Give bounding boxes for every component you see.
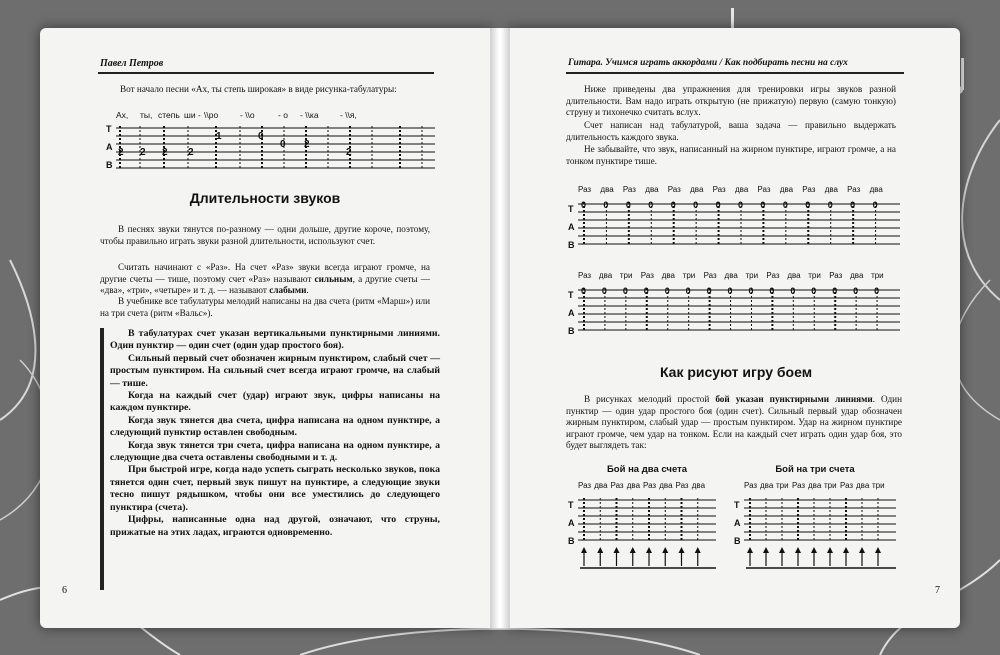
- count-label: Раз: [675, 481, 689, 490]
- song-tablature: [100, 104, 440, 178]
- count-label: три: [824, 481, 837, 490]
- arrow-head-icon: [827, 547, 833, 553]
- tab-note-zero: 0: [648, 200, 654, 210]
- arrow-head-icon: [859, 547, 865, 553]
- left-paragraph-2: Считать начинают с «Раз». На счет «Раз» звуки всегда играют громче, на другие счеты — тише, поэтому счет «Раз» называют сильным, а другие счеты — «два», «три», «четыре» и т. д. — называют слабыми.: [100, 262, 430, 295]
- count-label: два: [808, 481, 822, 490]
- exercise-1-tablature: [566, 180, 902, 256]
- tab-note-zero: 0: [670, 200, 676, 210]
- tab-letter-b: В: [568, 536, 575, 546]
- count-label: Раз: [622, 185, 636, 194]
- tab-number: 2: [162, 147, 168, 158]
- lyric-word: \\ро: [204, 110, 219, 120]
- count-label: Раз: [712, 185, 726, 194]
- left-paragraph-3: В учебнике все табулатуры мелодий написаны на два счета (ритм «Марш») или на три счета (ритм «Вальс»).: [100, 296, 430, 318]
- count-label: Раз: [757, 185, 771, 194]
- tab-note-zero: 0: [790, 286, 796, 296]
- arrow-head-icon: [646, 547, 652, 553]
- count-label: два: [600, 185, 614, 194]
- count-label: Раз: [578, 271, 592, 280]
- tab-note-zero: 0: [769, 286, 775, 296]
- count-label: два: [824, 185, 838, 194]
- tab-note-zero: 0: [706, 286, 712, 296]
- tab-number: 2: [140, 147, 146, 158]
- tab-note-zero: 0: [693, 200, 699, 210]
- durations-heading: Длительности звуков: [189, 190, 341, 206]
- arrow-head-icon: [843, 547, 849, 553]
- count-label: три: [872, 481, 885, 490]
- tab-letter-a: А: [106, 142, 113, 152]
- rules-box: [100, 328, 440, 590]
- tab-letter-t: Т: [568, 290, 574, 300]
- count-label: два: [779, 185, 794, 194]
- left-paragraph-1: В песнях звуки тянутся по-разному — одни дольше, другие короче, поэтому, чтобы правильно играть звуки разной длительности, используют счет.: [100, 224, 430, 246]
- count-label: два: [690, 185, 704, 194]
- count-label: Раз: [792, 481, 806, 490]
- count-label: два: [850, 271, 864, 280]
- tab-letter-t: Т: [734, 500, 740, 510]
- count-label: Раз: [766, 271, 780, 280]
- tab-number: 2: [118, 147, 124, 158]
- count-label: Раз: [643, 481, 657, 490]
- exercise-2-tablature: [566, 266, 902, 342]
- rule-paragraph: Сильный первый счет обозначен жирным пунктиром, слабый счет — простым пунктиром. На сильный счет всегда играют громче, на слабый — тише.: [110, 352, 440, 389]
- tab-number: 2: [188, 147, 194, 158]
- count-label: Раз: [578, 185, 592, 194]
- tab-note-zero: 0: [738, 200, 744, 210]
- count-label: Раз: [578, 481, 592, 490]
- lyric-word: - \\я,: [340, 110, 357, 120]
- count-label: два: [691, 481, 706, 490]
- count-label: Раз: [667, 185, 681, 194]
- tab-note-zero: 0: [832, 286, 838, 296]
- tab-note-zero: 0: [782, 200, 788, 210]
- tab-note-zero: 0: [811, 286, 817, 296]
- tab-note-zero: 0: [715, 200, 721, 210]
- count-label: два: [869, 185, 883, 194]
- tab-note-zero: 0: [581, 200, 587, 210]
- count-label: Раз: [610, 481, 624, 490]
- tab-letter-b: В: [568, 326, 575, 336]
- right-paragraph-4: В рисунках мелодий простой бой указан пунктирными линиями. Один пунктир — один удар простого боя (один счет). Сильный первый удар обозначен жирным пунктиром, слабый удар — простым пунктиром. Удар на жирном пунктире играют громче, чем удар на тонком. Если на каждый счет играть один удар боя, это будет выглядеть так:: [566, 394, 902, 450]
- tab-note-zero: 0: [643, 286, 649, 296]
- count-label: два: [661, 271, 676, 280]
- tab-note-zero: 0: [827, 200, 833, 210]
- tab-letter-a: А: [734, 518, 741, 528]
- tab-note-zero: 0: [581, 286, 587, 296]
- arrow-head-icon: [630, 547, 636, 553]
- count-label: два: [856, 481, 870, 490]
- right-paragraph-1: Ниже приведены два упражнения для тренировки игры звуков разной длительности. Вам надо играть открытую (не прижатую) первую (самую тонкую) струну и тихонечко считать вслух.: [566, 84, 896, 117]
- count-label: Раз: [840, 481, 854, 490]
- tab-number: 2: [304, 139, 310, 150]
- arrow-head-icon: [779, 547, 785, 553]
- tab-number: 2: [346, 147, 352, 158]
- count-label: три: [808, 271, 821, 280]
- lyric-word: - \\ка: [300, 110, 319, 120]
- arrow-head-icon: [695, 547, 701, 553]
- count-label: два: [735, 185, 749, 194]
- left-header-rule: [98, 72, 434, 74]
- rule-paragraph: При быстрой игре, когда надо успеть сыграть несколько звуков, пока тянется один счет, первый звук пишут на пунктире, а следующие звуки тесно пишут рядышком, чтобы они все уместились до следующего пунктира (счета).: [110, 464, 440, 513]
- count-label: три: [619, 271, 633, 280]
- rule-paragraph: Когда на каждый счет (удар) играют звук, цифры написаны на каждом пунктире.: [110, 390, 440, 414]
- figure-2-title: Бой на три счета: [775, 464, 855, 475]
- lyric-word: - о: [278, 110, 288, 120]
- tab-note-zero: 0: [625, 200, 631, 210]
- arrow-head-icon: [581, 547, 587, 553]
- rule-paragraph: Когда звук тянется два счета, цифра написана на одном пунктире, а следующий пунктир оставлен свободным.: [110, 414, 440, 439]
- tab-number: 0: [258, 131, 264, 142]
- tab-letter-a: А: [568, 518, 575, 528]
- count-label: два: [645, 185, 659, 194]
- arrow-head-icon: [747, 547, 753, 553]
- arrow-head-icon: [811, 547, 817, 553]
- tab-note-zero: 0: [760, 200, 766, 210]
- strum-two-count-figure: [566, 476, 726, 576]
- count-label: Раз: [847, 185, 861, 194]
- strumming-heading: Как рисуют игру боем: [659, 364, 813, 380]
- lyric-word: Ах,: [116, 110, 129, 120]
- book-spine: [490, 28, 510, 628]
- tab-note-zero: 0: [601, 286, 607, 296]
- arrow-head-icon: [614, 547, 620, 553]
- tab-note-zero: 0: [685, 286, 691, 296]
- tab-note-zero: 0: [603, 200, 609, 210]
- tab-letter-b: В: [568, 240, 575, 250]
- tab-letter-t: Т: [106, 124, 112, 134]
- count-label: два: [598, 271, 613, 280]
- count-label: два: [787, 271, 801, 280]
- tab-note-zero: 0: [850, 200, 856, 210]
- arrow-head-icon: [763, 547, 769, 553]
- arrow-head-icon: [597, 547, 603, 553]
- tab-note-zero: 0: [874, 286, 880, 296]
- tab-number: 0: [280, 139, 286, 150]
- count-label: Раз: [802, 185, 816, 194]
- arrow-head-icon: [679, 547, 685, 553]
- count-label: два: [626, 481, 641, 490]
- tab-note-zero: 0: [805, 200, 811, 210]
- right-page-number: 7: [935, 585, 940, 596]
- tab-letter-b: В: [106, 160, 113, 170]
- rule-paragraph: Когда звук тянется три счета, цифра написана на одном пунктире, а следующие два счета оставлены свободными и т. д.: [110, 439, 440, 464]
- lyric-word: ты,: [140, 110, 153, 120]
- count-label: Раз: [744, 481, 758, 490]
- right-running-head: Гитара. Учимся играть аккордами / Как подбирать песни на слух: [568, 58, 848, 68]
- left-intro-text: Вот начало песни «Ах, ты степь широкая» в виде рисунка-табулатуры:: [120, 84, 397, 94]
- count-label: два: [760, 481, 774, 490]
- count-label: Раз: [640, 271, 654, 280]
- count-label: три: [682, 271, 696, 280]
- rule-paragraph: В табулатурах счет указан вертикальными пунктирными линиями. Один пунктир — один счет (один удар простого боя).: [110, 328, 440, 352]
- count-label: три: [776, 481, 789, 490]
- arrow-head-icon: [875, 547, 881, 553]
- lyric-word: степь: [158, 110, 180, 120]
- arrow-head-icon: [662, 547, 668, 553]
- left-running-head: Павел Петров: [100, 58, 164, 69]
- count-label: три: [871, 271, 884, 280]
- lyric-word: - \\о: [240, 110, 255, 120]
- count-label: два: [594, 481, 608, 490]
- tab-letter-b: В: [734, 536, 741, 546]
- lyric-word: ши -: [184, 110, 201, 120]
- right-header-rule: [566, 72, 904, 74]
- strum-three-count-figure: [732, 476, 902, 576]
- figure-1-title: Бой на два счета: [606, 464, 688, 475]
- tab-note-zero: 0: [622, 286, 628, 296]
- tab-note-zero: 0: [748, 286, 754, 296]
- count-label: три: [745, 271, 759, 280]
- tab-letter-t: Т: [568, 204, 574, 214]
- tab-note-zero: 0: [727, 286, 733, 296]
- left-page-number: 6: [62, 585, 67, 596]
- count-label: два: [659, 481, 673, 490]
- arrow-head-icon: [795, 547, 801, 553]
- right-paragraph-3: Не забывайте, что звук, написанный на жирном пунктире, играют громче, а на тонком пунктире тише.: [566, 144, 896, 166]
- right-paragraph-2: Счет написан над табулатурой, ваша задача — правильно выдержать длительность каждого звука.: [566, 120, 896, 142]
- tab-note-zero: 0: [664, 286, 670, 296]
- count-label: два: [724, 271, 738, 280]
- tab-note-zero: 0: [872, 200, 878, 210]
- tab-letter-a: А: [568, 308, 575, 318]
- tab-number: 1: [216, 131, 222, 142]
- count-label: Раз: [703, 271, 717, 280]
- tab-letter-t: Т: [568, 500, 574, 510]
- rule-paragraph: Цифры, написанные одна над другой, означают, что струны, прижатые на этих ладах, играются одновременно.: [110, 514, 440, 538]
- count-label: Раз: [829, 271, 843, 280]
- tab-note-zero: 0: [853, 286, 859, 296]
- tab-letter-a: А: [568, 222, 575, 232]
